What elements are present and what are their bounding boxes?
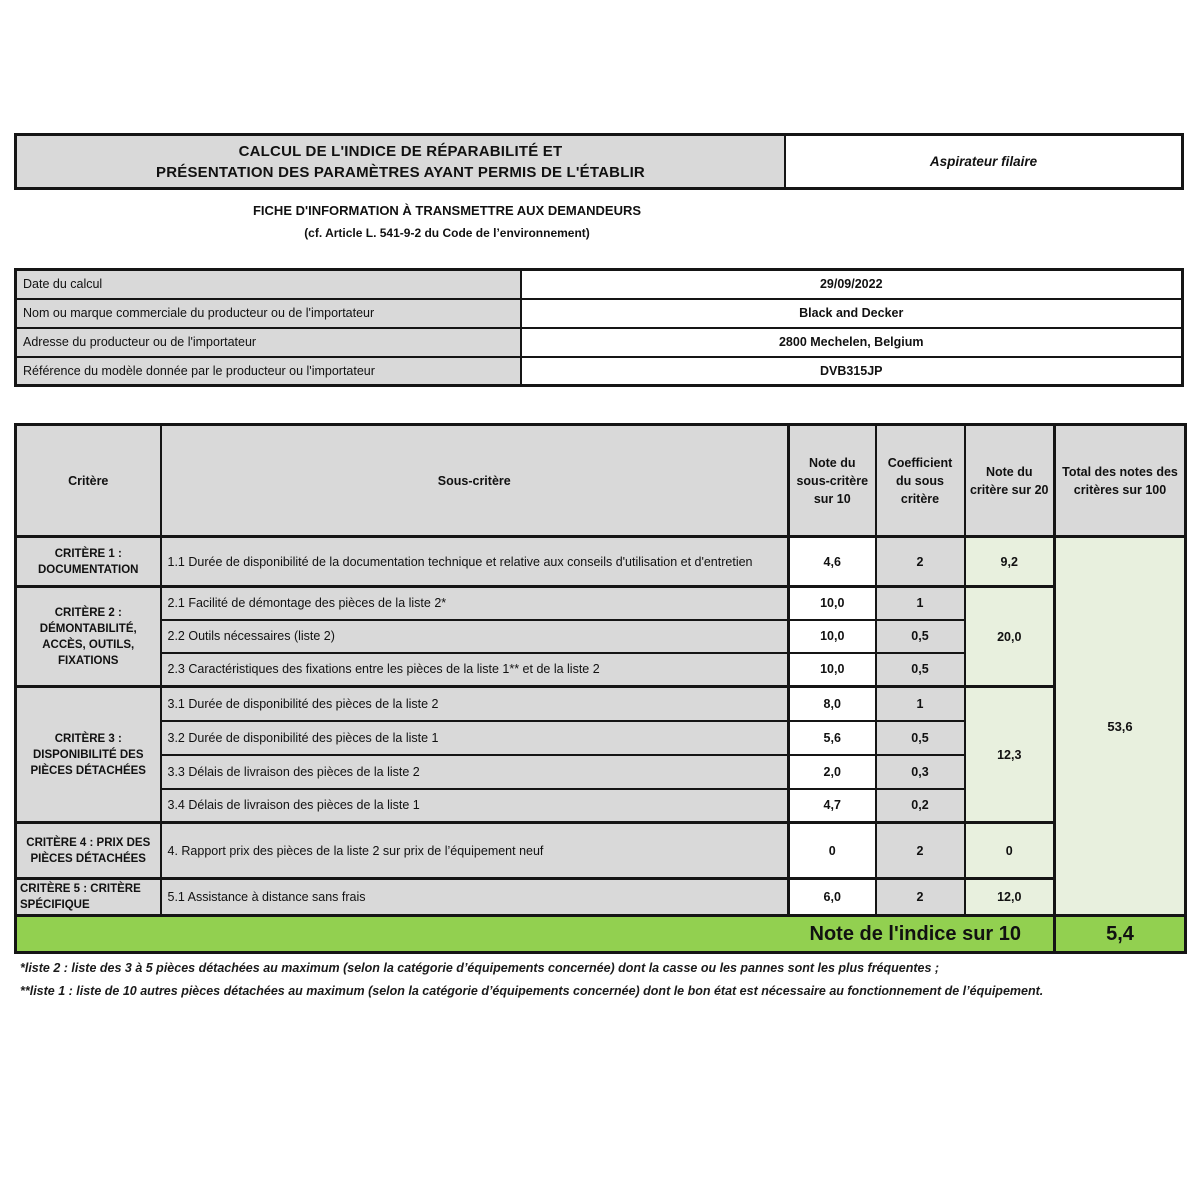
- criterion-3-label: CRITÈRE 3 : DISPONIBILITÉ DES PIÈCES DÉTACHÉES: [16, 687, 161, 823]
- subcriterion-2-1-note: 10,0: [789, 587, 876, 620]
- subcriterion-3-3-note: 2,0: [789, 755, 876, 789]
- product-category: Aspirateur filaire: [786, 136, 1181, 187]
- subheader: [14, 203, 880, 240]
- subcriterion-3-3-coef: 0,3: [876, 755, 965, 789]
- col-header-sous-critere: Sous-critère: [161, 425, 789, 537]
- row-4: [16, 823, 1186, 879]
- subcriterion-5-1-coef: 2: [876, 879, 965, 916]
- info-row-date: [16, 270, 1183, 299]
- subcriterion-1-1-note: 4,6: [789, 537, 876, 587]
- subheader-line2: (cf. Article L. 541-9-2 du Code de l’environnement): [304, 226, 590, 240]
- row-2-1: [16, 587, 1186, 620]
- criterion-5-label: CRITÈRE 5 : CRITÈRE SPÉCIFIQUE: [16, 879, 161, 916]
- subheader-line1: FICHE D'INFORMATION À TRANSMETTRE AUX DEMANDEURS: [252, 203, 642, 218]
- info-value: 29/09/2022: [521, 270, 1183, 299]
- col-header-note-20: Note du critère sur 20: [965, 425, 1055, 537]
- row-3-1: [16, 687, 1186, 721]
- subcriterion-3-1-text: 3.1 Durée de disponibilité des pièces de la liste 2: [161, 687, 789, 721]
- info-label: Date du calcul: [16, 270, 521, 299]
- subcriterion-3-3-text: 3.3 Délais de livraison des pièces de la liste 2: [161, 755, 789, 789]
- subcriterion-2-2-note: 10,0: [789, 620, 876, 653]
- subcriterion-2-2-coef: 0,5: [876, 620, 965, 653]
- criterion-3-note-20: 12,3: [965, 687, 1055, 823]
- info-table: [14, 268, 1184, 387]
- subcriterion-3-1-coef: 1: [876, 687, 965, 721]
- final-score-label: Note de l'indice sur 10: [16, 916, 1055, 953]
- subcriterion-3-2-note: 5,6: [789, 721, 876, 755]
- document-title-line1: CALCUL DE L'INDICE DE RÉPARABILITÉ ET: [238, 142, 563, 160]
- footnote-liste-1: **liste 1 : liste de 10 autres pièces détachées au maximum (selon la catégorie d’équipements concernée) dont le bon état est nécessaire au fonctionnement de l’équipement.: [20, 984, 1044, 998]
- subcriterion-2-1-coef: 1: [876, 587, 965, 620]
- info-row-model: [16, 357, 1183, 386]
- subcriterion-3-4-note: 4,7: [789, 789, 876, 823]
- subcriterion-3-2-text: 3.2 Durée de disponibilité des pièces de la liste 1: [161, 721, 789, 755]
- criterion-1-label: CRITÈRE 1 : DOCUMENTATION: [16, 537, 161, 587]
- subcriterion-2-3-text: 2.3 Caractéristiques des fixations entre les pièces de la liste 1** et de la liste 2: [161, 653, 789, 687]
- subcriterion-2-3-coef: 0,5: [876, 653, 965, 687]
- subcriterion-2-1-text: 2.1 Facilité de démontage des pièces de la liste 2*: [161, 587, 789, 620]
- total-note-100: 53,6: [1055, 537, 1186, 916]
- info-label: Adresse du producteur ou de l'importateur: [16, 328, 521, 357]
- subcriterion-3-4-text: 3.4 Délais de livraison des pièces de la liste 1: [161, 789, 789, 823]
- info-row-brand: [16, 299, 1183, 328]
- col-header-total-100: Total des notes des critères sur 100: [1055, 425, 1186, 537]
- criterion-2-note-20: 20,0: [965, 587, 1055, 687]
- score-table: [14, 423, 1187, 954]
- info-value: 2800 Mechelen, Belgium: [521, 328, 1183, 357]
- footnote-liste-2: *liste 2 : liste des 3 à 5 pièces détachées au maximum (selon la catégorie d’équipements concernée) dont la casse ou les pannes sont les plus fréquentes ;: [20, 961, 940, 975]
- criterion-4-note-20: 0: [965, 823, 1055, 879]
- row-1-1: [16, 537, 1186, 587]
- document-title-line2: PRÉSENTATION DES PARAMÈTRES AYANT PERMIS DE L'ÉTABLIR: [156, 163, 645, 181]
- subcriterion-5-1-text: 5.1 Assistance à distance sans frais: [161, 879, 789, 916]
- footnotes: [20, 961, 1170, 1007]
- row-5-1: [16, 879, 1186, 916]
- subcriterion-4-coef: 2: [876, 823, 965, 879]
- info-value: Black and Decker: [521, 299, 1183, 328]
- col-header-note-sous: Note du sous-critère sur 10: [789, 425, 876, 537]
- subcriterion-4-text: 4. Rapport prix des pièces de la liste 2 sur prix de l’équipement neuf: [161, 823, 789, 879]
- criterion-4-label: CRITÈRE 4 : PRIX DES PIÈCES DÉTACHÉES: [16, 823, 161, 879]
- subcriterion-1-1-coef: 2: [876, 537, 965, 587]
- info-label: Nom ou marque commerciale du producteur ou de l'importateur: [16, 299, 521, 328]
- document-title: [17, 136, 786, 187]
- col-header-critere: Critère: [16, 425, 161, 537]
- col-header-coefficient: Coefficient du sous critère: [876, 425, 965, 537]
- final-score-row: [16, 916, 1186, 953]
- info-value: DVB315JP: [521, 357, 1183, 386]
- criterion-2-label: CRITÈRE 2 : DÉMONTABILITÉ, ACCÈS, OUTILS, FIXATIONS: [16, 587, 161, 687]
- criterion-5-note-20: 12,0: [965, 879, 1055, 916]
- criterion-1-note-20: 9,2: [965, 537, 1055, 587]
- info-row-address: [16, 328, 1183, 357]
- final-score-value: 5,4: [1055, 916, 1186, 953]
- subcriterion-4-note: 0: [789, 823, 876, 879]
- subcriterion-2-2-text: 2.2 Outils nécessaires (liste 2): [161, 620, 789, 653]
- score-table-header-row: [16, 425, 1186, 537]
- header-box: [14, 133, 1184, 190]
- info-label: Référence du modèle donnée par le producteur ou l'importateur: [16, 357, 521, 386]
- subcriterion-2-3-note: 10,0: [789, 653, 876, 687]
- subcriterion-1-1-text: 1.1 Durée de disponibilité de la documentation technique et relative aux conseils d'utilisation et d'entretien: [161, 537, 789, 587]
- subcriterion-5-1-note: 6,0: [789, 879, 876, 916]
- subcriterion-3-4-coef: 0,2: [876, 789, 965, 823]
- subcriterion-3-1-note: 8,0: [789, 687, 876, 721]
- subcriterion-3-2-coef: 0,5: [876, 721, 965, 755]
